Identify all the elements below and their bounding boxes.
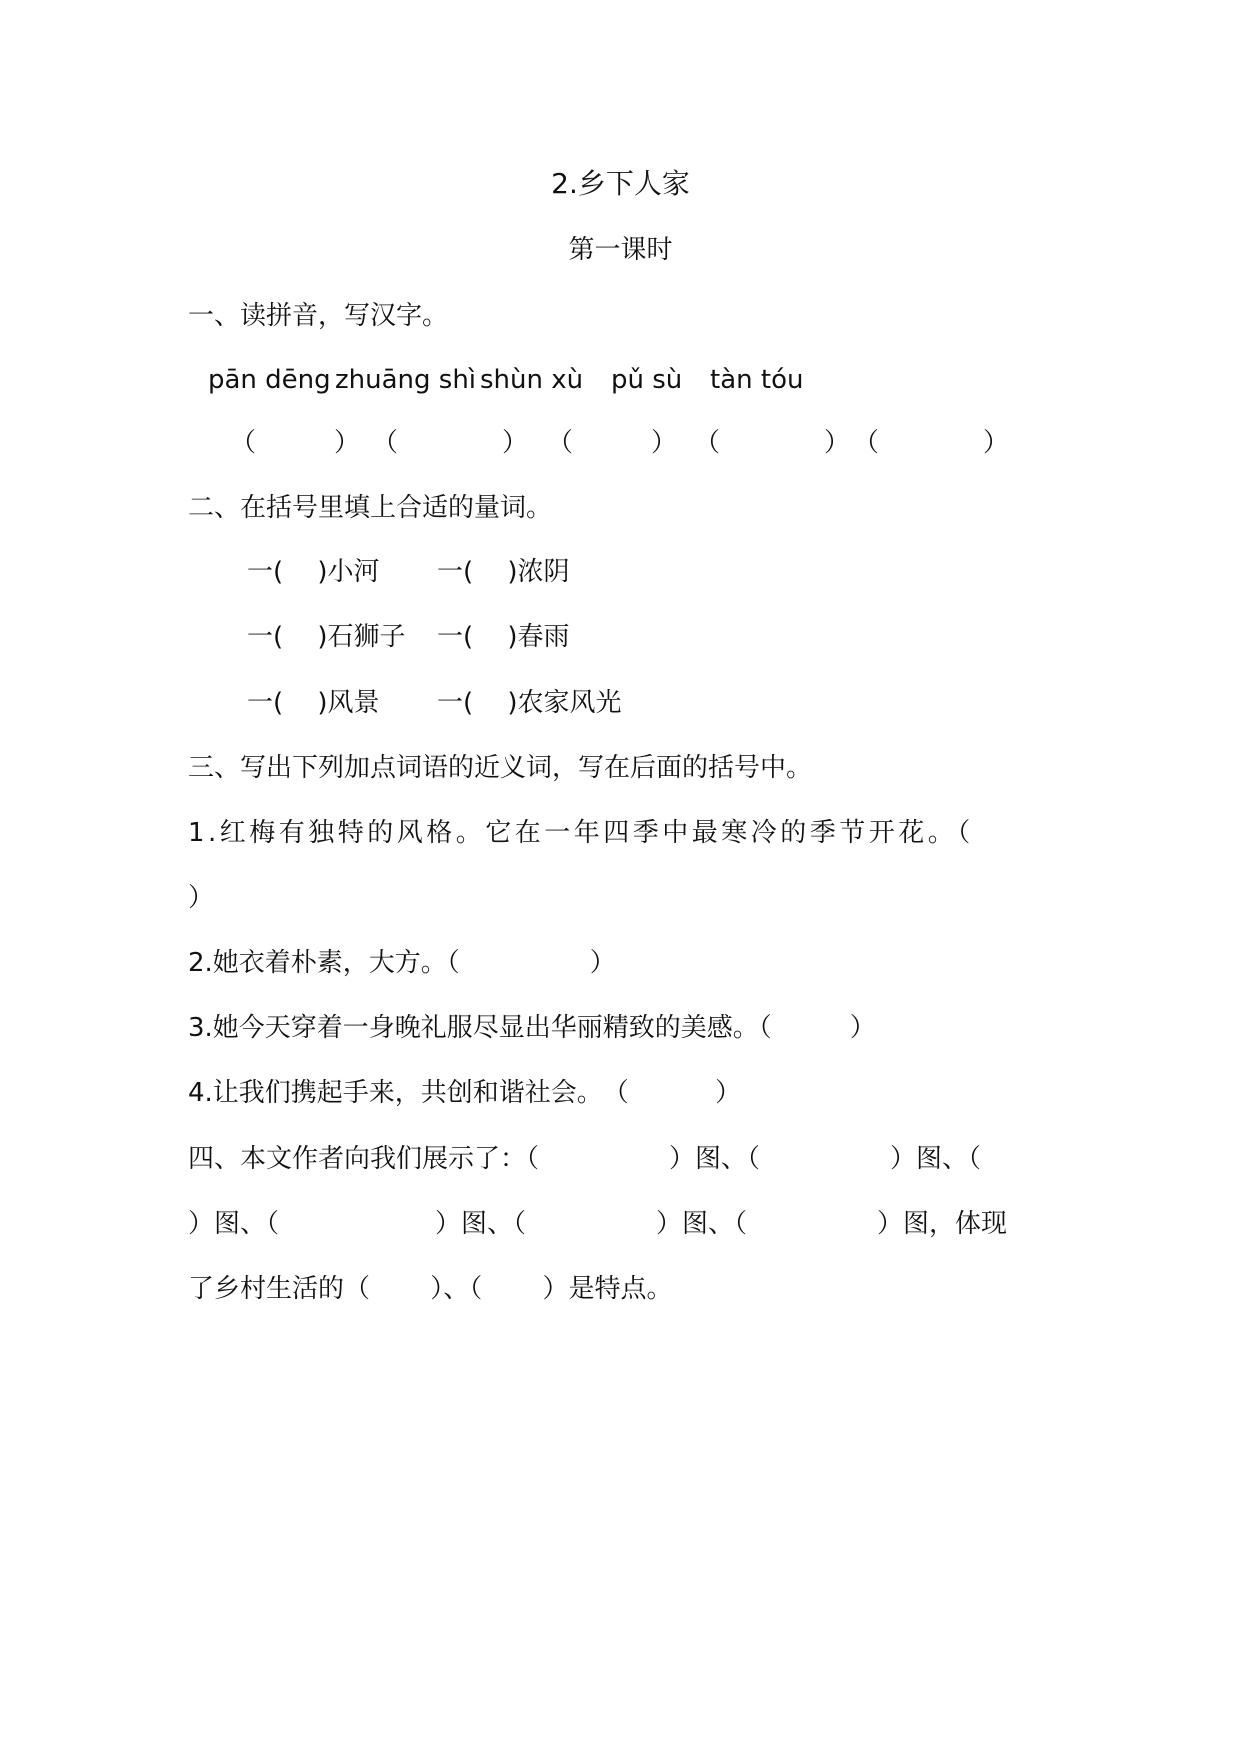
page-title: 2.乡下人家 bbox=[551, 167, 690, 200]
question-3[interactable]: 3.她今天穿着一身晚礼服尽显出华丽精致的美感。（ ） bbox=[188, 1013, 876, 1043]
section1-heading: 一、读拼音，写汉字。 bbox=[188, 301, 449, 331]
section2-heading: 二、在括号里填上合适的量词。 bbox=[188, 493, 553, 523]
answer-blank[interactable]: （ ） bbox=[230, 428, 361, 458]
pinyin-item: shùn xù bbox=[480, 365, 584, 395]
section3-heading: 三、写出下列加点词语的近义词，写在后面的括号中。 bbox=[188, 753, 813, 783]
measure-word-item[interactable]: 一( )春雨 bbox=[437, 622, 570, 652]
section4-line-2[interactable]: ）图、（ ）图、（ ）图、（ ）图，体现 bbox=[188, 1209, 1008, 1239]
measure-word-item[interactable]: 一( )小河 bbox=[247, 557, 380, 587]
measure-word-item[interactable]: 一( )风景 bbox=[247, 688, 380, 718]
measure-word-item[interactable]: 一( )浓阴 bbox=[437, 557, 570, 587]
measure-word-item[interactable]: 一( )石狮子 bbox=[247, 622, 406, 652]
answer-blank[interactable]: （ ） bbox=[694, 428, 851, 458]
section4-line-3[interactable]: 了乡村生活的（ ）、（ ）是特点。 bbox=[188, 1274, 673, 1304]
question-1[interactable]: 1.红梅有独特的风格。它在一年四季中最寒冷的季节开花。（ bbox=[188, 818, 974, 848]
pinyin-item: pān dēng bbox=[208, 365, 331, 395]
answer-blank[interactable]: （ ） bbox=[547, 428, 678, 458]
answer-blank[interactable]: （ ） bbox=[853, 428, 1010, 458]
pinyin-item: zhuāng shì bbox=[335, 365, 477, 395]
measure-word-item[interactable]: 一( )农家风光 bbox=[437, 688, 622, 718]
question-1-end: ） bbox=[188, 883, 215, 913]
question-4[interactable]: 4.让我们携起手来，共创和谐社会。 （ ） bbox=[188, 1078, 742, 1108]
section4-line-1[interactable]: 四、本文作者向我们展示了：（ ）图、（ ）图、（ bbox=[188, 1144, 982, 1174]
pinyin-item: pǔ sù bbox=[611, 365, 683, 395]
question-2[interactable]: 2.她衣着朴素，大方。（ ） bbox=[188, 948, 616, 978]
answer-blank[interactable]: （ ） bbox=[372, 428, 529, 458]
page-subtitle: 第一课时 bbox=[568, 235, 673, 265]
pinyin-item: tàn tóu bbox=[710, 365, 804, 395]
